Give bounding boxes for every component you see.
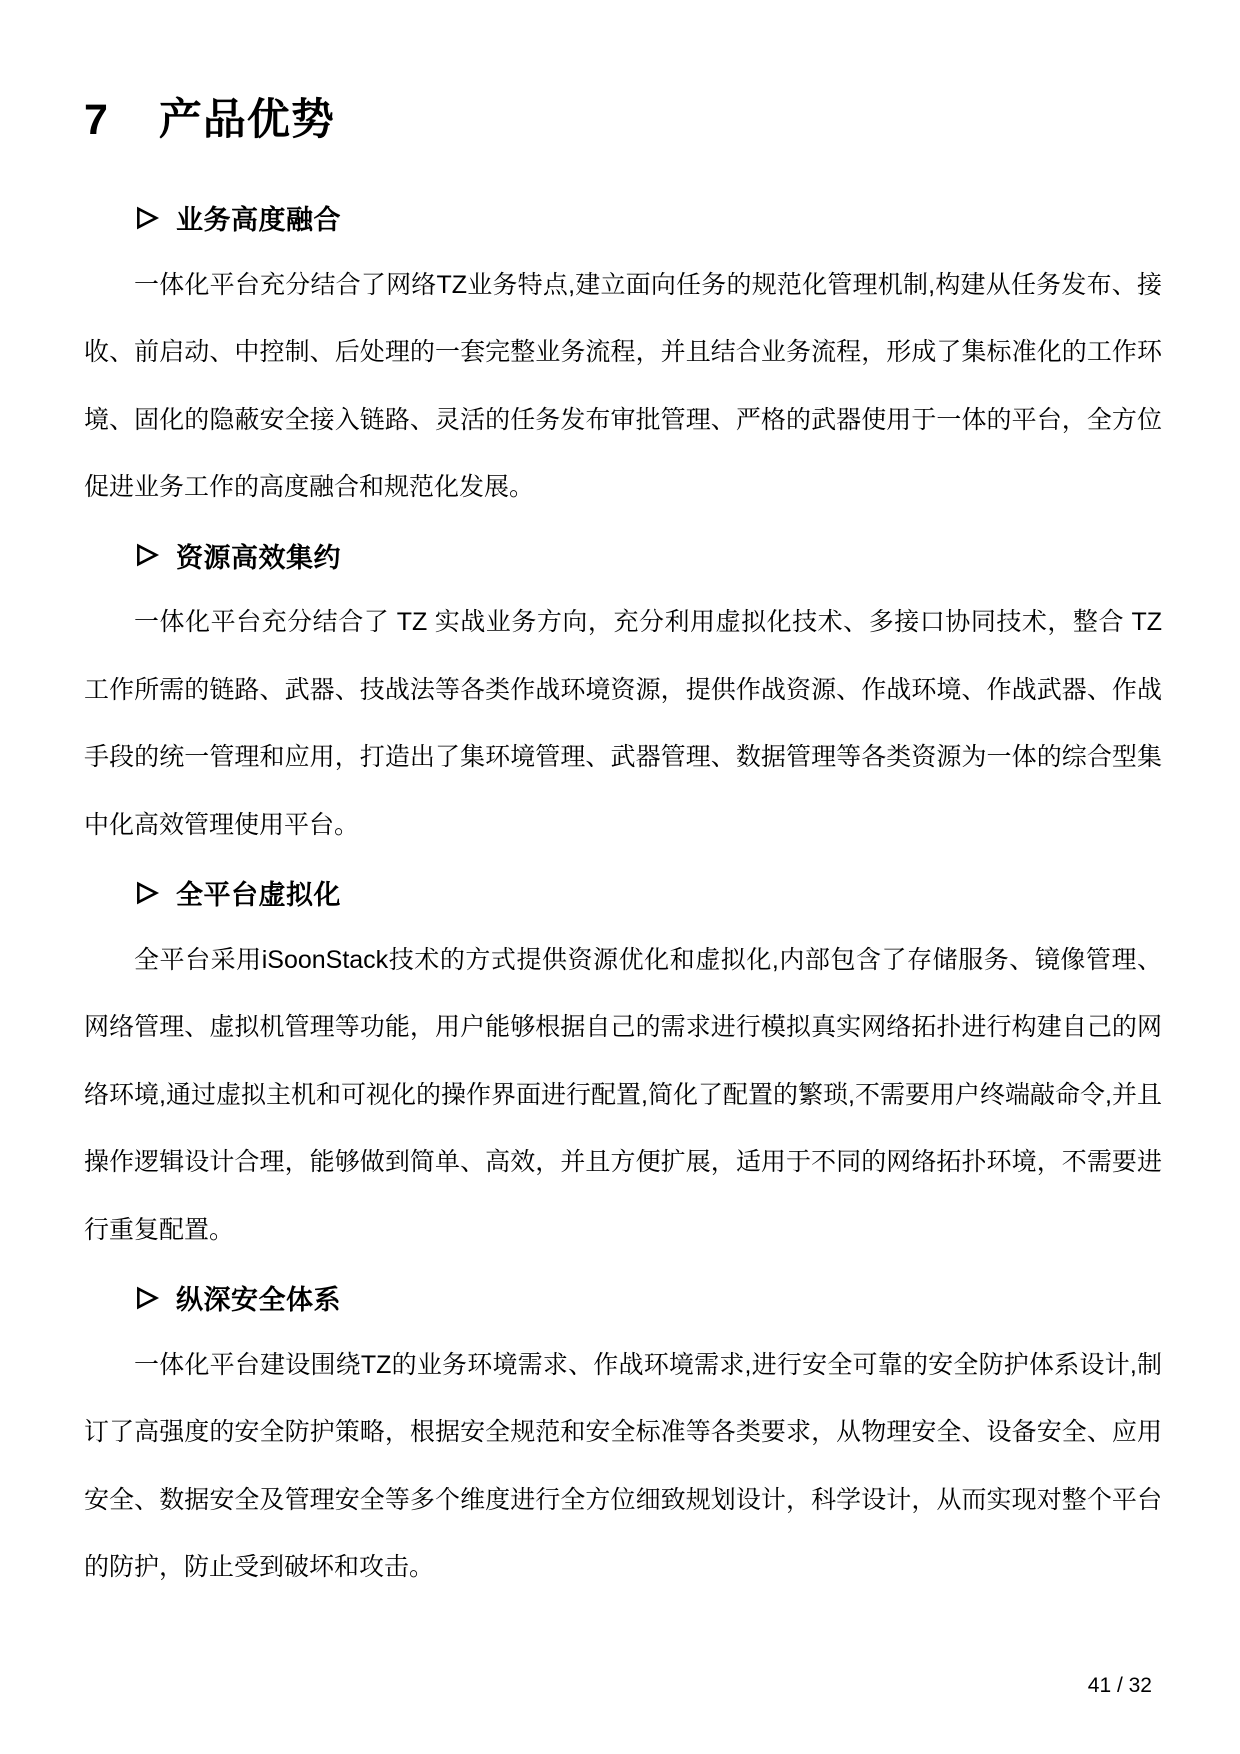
section-paragraph: 一体化平台建设围绕TZ的业务环境需求、作战环境需求,进行安全可靠的安全防护体系设计,制订了高强度的安全防护策略，根据安全规范和安全标准等各类要求，从物理安全、设备安全、应用安全、数据安全及管理安全等多个维度进行全方位细致规划设计，科学设计，从而实现对整个平台的防护，防止受到破坏和攻击。: [84, 1350, 1162, 1582]
arrowhead-bullet-icon: [134, 542, 160, 568]
bullet-heading: [84, 184, 1162, 252]
chapter-title: 产品优势: [158, 96, 335, 144]
page-number: 41 / 32: [1087, 1674, 1152, 1697]
chapter-heading: [84, 93, 1162, 147]
bullet-title: 全平台虚拟化: [176, 880, 341, 911]
arrowhead-bullet-icon: [134, 205, 160, 231]
bullet-heading: [84, 859, 1162, 927]
section-paragraph: 全平台采用iSoonStack技术的方式提供资源优化和虚拟化,内部包含了存储服务、镜像管理、网络管理、虚拟机管理等功能，用户能够根据自己的需求进行模拟真实网络拓扑进行构建自己的网络环境,通过虚拟主机和可视化的操作界面进行配置,简化了配置的繁琐,不需要用户终端敲命令,并且操作逻辑设计合理，能够做到简单、高效，并且方便扩展，适用于不同的网络拓扑环境，不需要进行重复配置。: [84, 945, 1162, 1244]
arrowhead-bullet-icon: [134, 880, 160, 906]
section-paragraph: 一体化平台充分结合了网络TZ业务特点,建立面向任务的规范化管理机制,构建从任务发布、接收、前启动、中控制、后处理的一套完整业务流程，并且结合业务流程，形成了集标准化的工作环境、固化的隐蔽安全接入链路、灵活的任务发布审批管理、严格的武器使用于一体的平台，全方位促进业务工作的高度融合和规范化发展。: [84, 270, 1162, 502]
bullet-title: 纵深安全体系: [176, 1285, 341, 1316]
bullet-heading: [84, 522, 1162, 590]
chapter-number: 7: [84, 96, 109, 144]
arrowhead-bullet-icon: [134, 1285, 160, 1311]
bullet-title: 业务高度融合: [176, 205, 341, 236]
bullet-heading: [84, 1264, 1162, 1332]
section-paragraph: 一体化平台充分结合了 TZ 实战业务方向，充分利用虚拟化技术、多接口协同技术，整合 TZ 工作所需的链路、武器、技战法等各类作战环境资源，提供作战资源、作战环境、作战武器、作战手段的统一管理和应用，打造出了集环境管理、武器管理、数据管理等各类资源为一体的综合型集中化高效管理使用平台。: [84, 608, 1162, 839]
bullet-title: 资源高效集约: [176, 542, 341, 573]
